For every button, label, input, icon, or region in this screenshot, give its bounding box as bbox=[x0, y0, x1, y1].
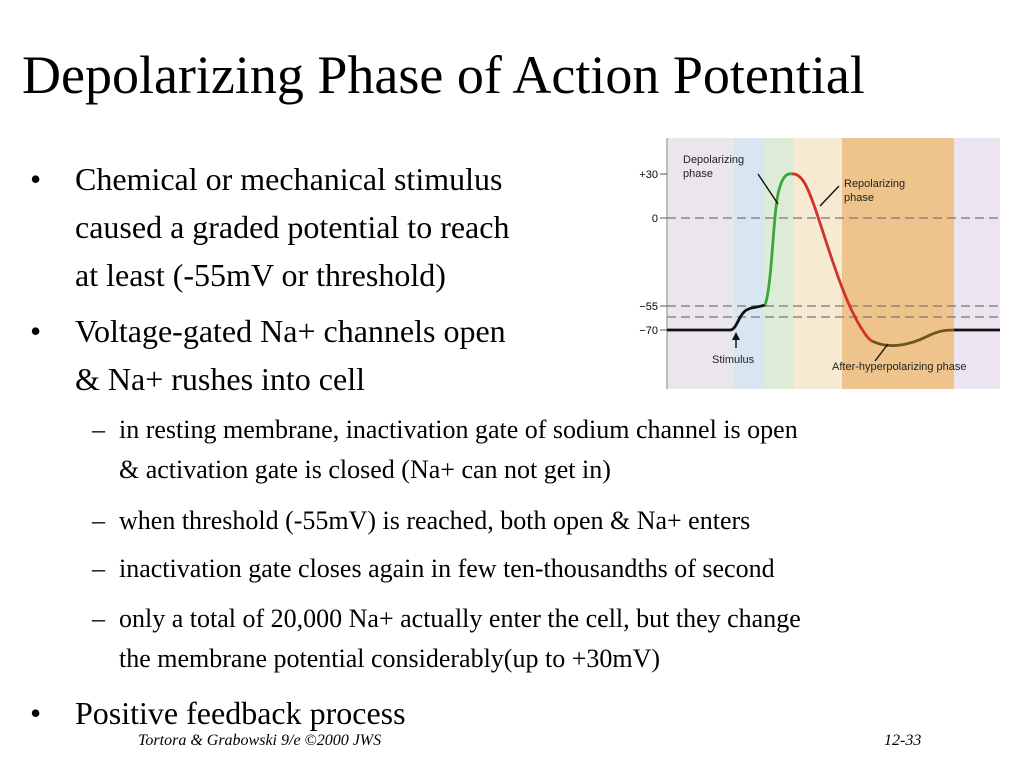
depolarizing-label-line: phase bbox=[683, 168, 713, 180]
band-orange bbox=[842, 138, 954, 389]
footer-page-number: 12-33 bbox=[884, 732, 922, 749]
y-tick-label: −55 bbox=[639, 301, 658, 313]
bullet-marker: • bbox=[30, 161, 42, 197]
sub-bullet-marker: – bbox=[92, 506, 105, 535]
y-tick-label: 0 bbox=[651, 213, 658, 225]
repolarizing-label-line: Repolarizing bbox=[844, 178, 906, 190]
band-green bbox=[764, 138, 794, 389]
sub-bullet-text-line: & activation gate is closed (Na+ can not get in) bbox=[119, 455, 611, 484]
bullet-text-line: Chemical or mechanical stimulus bbox=[75, 161, 503, 197]
band-lavender bbox=[954, 138, 1000, 389]
after-hyperpolarizing-label: After-hyperpolarizing phase bbox=[832, 361, 967, 373]
sub-bullet-marker: – bbox=[92, 415, 105, 444]
y-tick-label: +30 bbox=[639, 169, 658, 181]
bullet-text-line: & Na+ rushes into cell bbox=[75, 361, 365, 397]
bullet-text-line: at least (-55mV or threshold) bbox=[75, 257, 446, 293]
footer-citation: Tortora & Grabowski 9/e ©2000 JWS bbox=[138, 732, 382, 749]
sub-bullet-marker: – bbox=[92, 554, 105, 583]
sub-bullet-text-line: inactivation gate closes again in few ten-thousandths of second bbox=[119, 554, 775, 583]
bullet-text-line: caused a graded potential to reach bbox=[75, 209, 510, 245]
sub-bullet-text-line: the membrane potential considerably(up to +30mV) bbox=[119, 644, 661, 673]
sub-bullet-marker: – bbox=[92, 604, 105, 633]
depolarizing-label-line: Depolarizing bbox=[683, 154, 745, 166]
repolarizing-label-line: phase bbox=[844, 192, 874, 204]
sub-bullet-text-line: when threshold (-55mV) is reached, both open & Na+ enters bbox=[119, 506, 751, 535]
action-potential-figure bbox=[630, 136, 1000, 391]
sub-bullet-text-line: in resting membrane, inactivation gate of sodium channel is open bbox=[119, 415, 798, 444]
bullet-marker: • bbox=[30, 313, 42, 349]
stimulus-label: Stimulus bbox=[712, 354, 755, 366]
bullet-text-line: Voltage-gated Na+ channels open bbox=[75, 313, 506, 349]
bullet-text-line: Positive feedback process bbox=[75, 695, 406, 731]
bullet-marker: • bbox=[30, 695, 42, 731]
sub-bullet-text-line: only a total of 20,000 Na+ actually enter the cell, but they change bbox=[119, 604, 801, 633]
slide-title: Depolarizing Phase of Action Potential bbox=[22, 45, 865, 105]
y-tick-label: −70 bbox=[639, 325, 658, 337]
